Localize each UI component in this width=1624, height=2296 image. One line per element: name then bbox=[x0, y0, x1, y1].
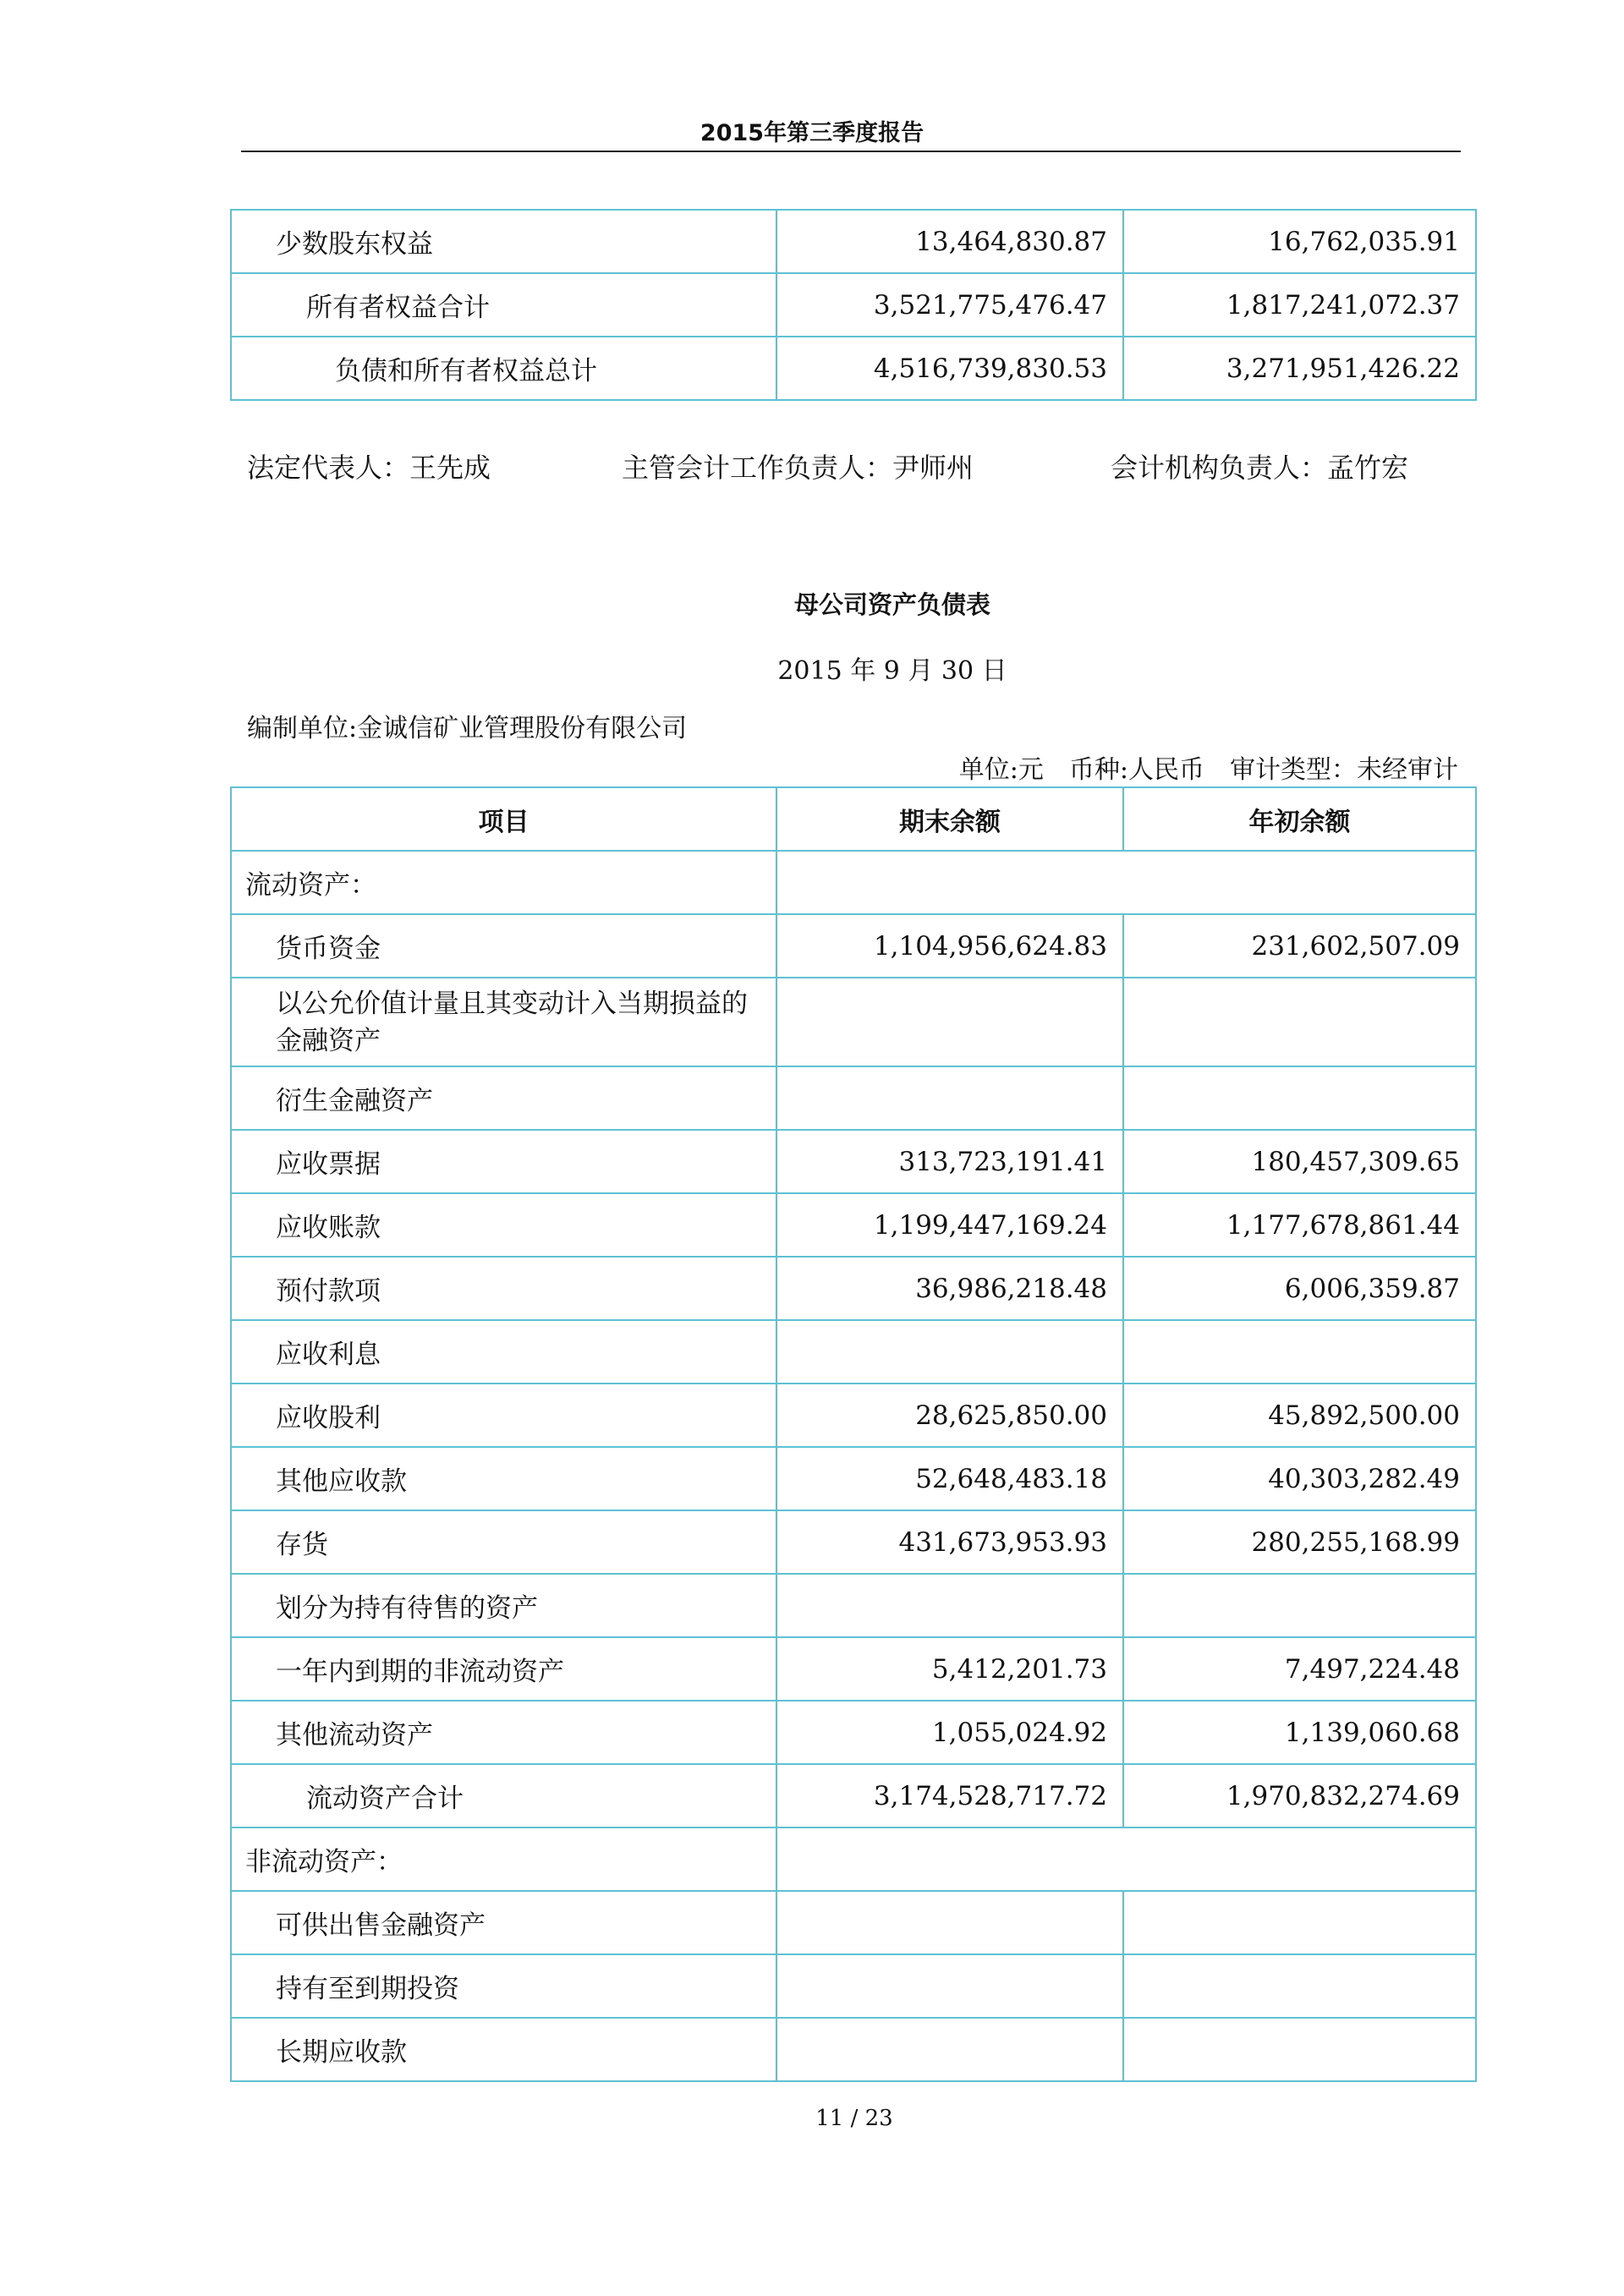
table-row bbox=[231, 337, 1476, 400]
period-end-value: 28,625,850.00 bbox=[776, 1384, 1123, 1447]
period-end-value bbox=[776, 1954, 1123, 2018]
table-row bbox=[231, 273, 1476, 337]
table-row bbox=[231, 1257, 1476, 1320]
equity-summary-table bbox=[230, 209, 1477, 401]
section-empty-cell bbox=[776, 851, 1476, 914]
period-end-value: 313,723,191.41 bbox=[776, 1130, 1123, 1193]
noncurrent-assets-section-label: 非流动资产： bbox=[231, 1827, 776, 1891]
year-begin-value: 45,892,500.00 bbox=[1123, 1384, 1476, 1447]
table-header-row bbox=[231, 787, 1476, 851]
row-label: 负债和所有者权益总计 bbox=[231, 337, 776, 400]
row-label: 货币资金 bbox=[231, 914, 776, 978]
table-row bbox=[231, 1066, 1476, 1130]
row-label-text: 以公允价值计量且其变动计入当期损益的金融资产 bbox=[276, 988, 748, 1056]
year-begin-value: 1,177,678,861.44 bbox=[1123, 1193, 1476, 1257]
period-end-value: 36,986,218.48 bbox=[776, 1257, 1123, 1320]
row-label: 流动资产合计 bbox=[231, 1764, 776, 1827]
report-header-title: 2015年第三季度报告 bbox=[700, 120, 924, 146]
row-label: 其他流动资产 bbox=[231, 1701, 776, 1764]
period-end-value bbox=[776, 978, 1123, 1066]
accounting-head: 主管会计工作负责人：尹师州 bbox=[622, 452, 974, 484]
year-begin-value bbox=[1123, 1574, 1476, 1637]
year-begin-value bbox=[1123, 1320, 1476, 1384]
column-header-year-begin: 年初余额 bbox=[1123, 787, 1476, 851]
period-end-value: 4,516,739,830.53 bbox=[776, 337, 1123, 400]
row-label: 衍生金融资产 bbox=[231, 1066, 776, 1130]
year-begin-value: 16,762,035.91 bbox=[1123, 210, 1476, 273]
period-end-value bbox=[776, 1891, 1123, 1954]
column-header-item: 项目 bbox=[231, 787, 776, 851]
row-label bbox=[231, 978, 776, 1066]
year-begin-value: 6,006,359.87 bbox=[1123, 1257, 1476, 1320]
table-row bbox=[231, 1510, 1476, 1574]
accounting-org-head: 会计机构负责人：孟竹宏 bbox=[1111, 452, 1409, 484]
table-row bbox=[231, 978, 1476, 1066]
table-row bbox=[231, 1193, 1476, 1257]
table-row bbox=[231, 1637, 1476, 1701]
balance-sheet-title: 母公司资产负债表 bbox=[793, 590, 990, 619]
year-begin-value: 180,457,309.65 bbox=[1123, 1130, 1476, 1193]
table-row bbox=[231, 1447, 1476, 1510]
row-label: 持有至到期投资 bbox=[231, 1954, 776, 2018]
period-end-value: 3,521,775,476.47 bbox=[776, 273, 1123, 337]
row-label: 少数股东权益 bbox=[231, 210, 776, 273]
row-label: 可供出售金融资产 bbox=[231, 1891, 776, 1954]
table-row bbox=[231, 1384, 1476, 1447]
year-begin-value bbox=[1123, 1891, 1476, 1954]
period-end-value bbox=[776, 1574, 1123, 1637]
row-label: 其他应收款 bbox=[231, 1447, 776, 1510]
header-divider bbox=[241, 151, 1461, 152]
year-begin-value bbox=[1123, 2018, 1476, 2081]
year-begin-value bbox=[1123, 1066, 1476, 1130]
row-label: 长期应收款 bbox=[231, 2018, 776, 2081]
year-begin-value: 231,602,507.09 bbox=[1123, 914, 1476, 978]
subtotal-row bbox=[231, 1764, 1476, 1827]
table-row bbox=[231, 2018, 1476, 2081]
row-label: 应收账款 bbox=[231, 1193, 776, 1257]
section-row bbox=[231, 851, 1476, 914]
period-end-value: 1,199,447,169.24 bbox=[776, 1193, 1123, 1257]
current-assets-section-label: 流动资产： bbox=[231, 851, 776, 914]
table-row bbox=[231, 1701, 1476, 1764]
year-begin-value bbox=[1123, 1954, 1476, 2018]
table-row bbox=[231, 210, 1476, 273]
row-label: 预付款项 bbox=[231, 1257, 776, 1320]
year-begin-value: 280,255,168.99 bbox=[1123, 1510, 1476, 1574]
period-end-value: 13,464,830.87 bbox=[776, 210, 1123, 273]
period-end-value: 431,673,953.93 bbox=[776, 1510, 1123, 1574]
table-row bbox=[231, 914, 1476, 978]
period-end-value bbox=[776, 1320, 1123, 1384]
row-label: 应收股利 bbox=[231, 1384, 776, 1447]
year-begin-value: 1,970,832,274.69 bbox=[1123, 1764, 1476, 1827]
period-end-value bbox=[776, 2018, 1123, 2081]
section-empty-cell bbox=[776, 1827, 1476, 1891]
year-begin-value: 1,817,241,072.37 bbox=[1123, 273, 1476, 337]
balance-sheet-date: 2015 年 9 月 30 日 bbox=[777, 656, 1007, 686]
page-number: 11 / 23 bbox=[815, 2106, 893, 2131]
period-end-value: 5,412,201.73 bbox=[776, 1637, 1123, 1701]
year-begin-value: 7,497,224.48 bbox=[1123, 1637, 1476, 1701]
section-row bbox=[231, 1827, 1476, 1891]
year-begin-value: 40,303,282.49 bbox=[1123, 1447, 1476, 1510]
column-header-period-end: 期末余额 bbox=[776, 787, 1123, 851]
table-row bbox=[231, 1891, 1476, 1954]
period-end-value: 1,104,956,624.83 bbox=[776, 914, 1123, 978]
table-row bbox=[231, 1130, 1476, 1193]
period-end-value bbox=[776, 1066, 1123, 1130]
year-begin-value: 1,139,060.68 bbox=[1123, 1701, 1476, 1764]
row-label: 一年内到期的非流动资产 bbox=[231, 1637, 776, 1701]
row-label: 所有者权益合计 bbox=[231, 273, 776, 337]
row-label: 应收利息 bbox=[231, 1320, 776, 1384]
period-end-value: 1,055,024.92 bbox=[776, 1701, 1123, 1764]
row-label: 存货 bbox=[231, 1510, 776, 1574]
period-end-value: 52,648,483.18 bbox=[776, 1447, 1123, 1510]
table-row bbox=[231, 1574, 1476, 1637]
row-label: 应收票据 bbox=[231, 1130, 776, 1193]
unit-currency-audit: 单位:元 币种:人民币 审计类型：未经审计 bbox=[958, 755, 1458, 785]
period-end-value: 3,174,528,717.72 bbox=[776, 1764, 1123, 1827]
legal-representative: 法定代表人：王先成 bbox=[247, 452, 491, 484]
year-begin-value bbox=[1123, 978, 1476, 1066]
table-row bbox=[231, 1954, 1476, 2018]
row-label: 划分为持有待售的资产 bbox=[231, 1574, 776, 1637]
preparing-entity: 编制单位:金诚信矿业管理股份有限公司 bbox=[247, 714, 688, 743]
parent-balance-sheet-table bbox=[230, 786, 1477, 2082]
year-begin-value: 3,271,951,426.22 bbox=[1123, 337, 1476, 400]
table-row bbox=[231, 1320, 1476, 1384]
